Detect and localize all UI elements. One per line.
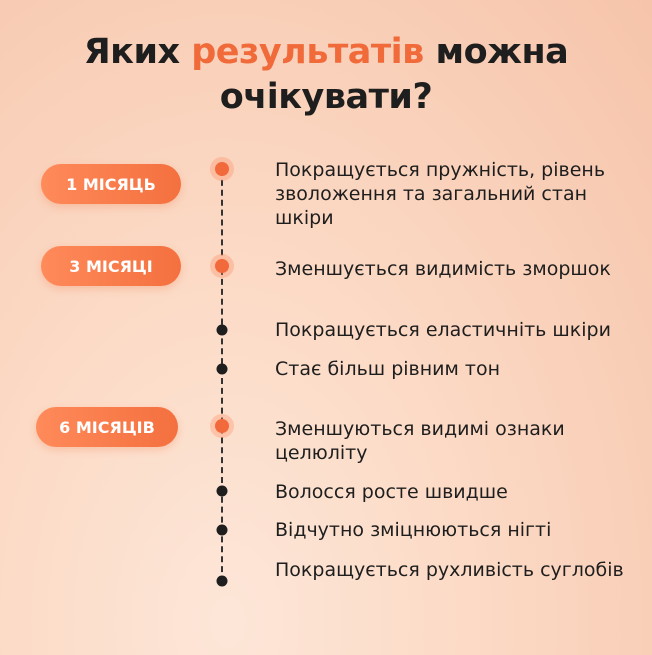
result-item: Відчутно зміцнюються нігті: [275, 519, 552, 541]
badge-6-months: 6 МІСЯЦІВ: [36, 407, 178, 447]
result-item: Стає більш рівним тон: [275, 358, 501, 380]
timeline-line: [221, 170, 223, 582]
title-prefix: Яких: [83, 32, 192, 72]
result-item: Зменшується видимість зморшок: [275, 258, 611, 280]
result-item: Покращується рухливість суглобів: [275, 559, 624, 581]
result-item: Покращується еластичніть шкіри: [275, 319, 611, 341]
badge-3-months: 3 МІСЯЦІ: [41, 246, 181, 286]
title-accent: результатів: [191, 32, 424, 72]
page-title: [0, 30, 652, 120]
title-line2: очікувати?: [219, 77, 433, 117]
timeline-marker-month-6: [210, 414, 234, 438]
result-item: Зменшуються видимі ознаки целюліту: [275, 418, 565, 464]
timeline-dot: [217, 576, 228, 587]
timeline-dot: [217, 364, 228, 375]
timeline-marker-month-3: [210, 254, 234, 278]
timeline-marker-month-1: [210, 157, 234, 181]
title-suffix: можна: [423, 32, 569, 72]
result-item: Волосся росте швидше: [275, 481, 508, 503]
timeline-dot: [217, 325, 228, 336]
timeline-dot: [217, 486, 228, 497]
timeline-dot: [217, 525, 228, 536]
result-item: Покращується пружність, рівень зволоження та загальний стан шкіри: [275, 159, 606, 229]
badge-1-month: 1 МІСЯЦЬ: [41, 164, 181, 204]
